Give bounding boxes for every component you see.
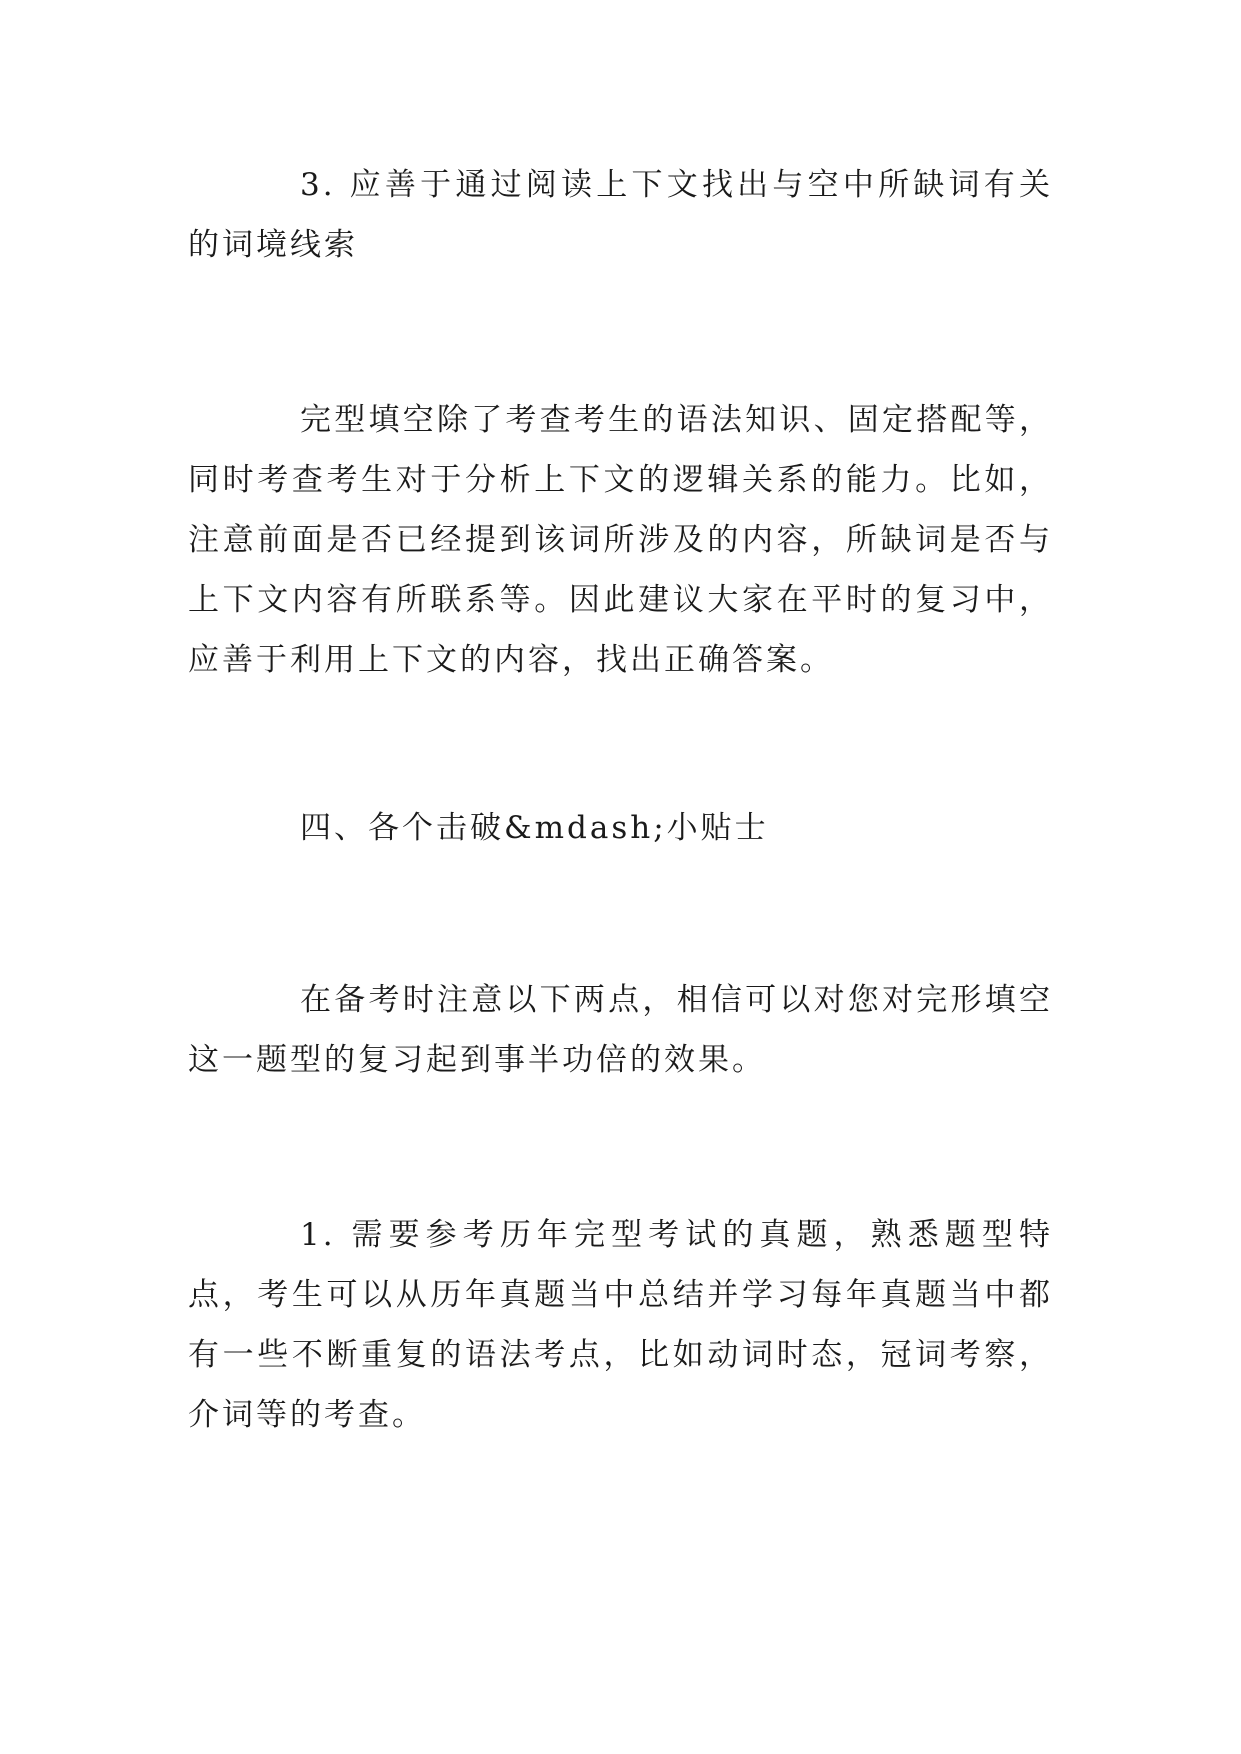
section-heading-tips: 四、各个击破&mdash;小贴士 <box>300 810 769 846</box>
paragraph-context-analysis: 完型填空除了考查考生的语法知识、固定搭配等，同时考查考生对于分析上下文的逻辑关系的能力。比如，注意前面是否已经提到该词所涉及的内容，所缺词是否与上下文内容有所联系等。因此建议大家在平时的复习中，应善于利用上下文的内容，找出正确答案。 <box>188 402 1053 678</box>
paragraph-tip-one: 1. 需要参考历年完型考试的真题，熟悉题型特点，考生可以从历年真题当中总结并学习每年真题当中都有一些不断重复的语法考点，比如动词时态，冠词考察，介词等的考查。 <box>188 1217 1053 1433</box>
paragraph-clue-tip: 3. 应善于通过阅读上下文找出与空中所缺词有关的词境线索 <box>188 167 1053 263</box>
paragraph-tips-intro: 在备考时注意以下两点，相信可以对您对完形填空这一题型的复习起到事半功倍的效果。 <box>188 982 1053 1078</box>
